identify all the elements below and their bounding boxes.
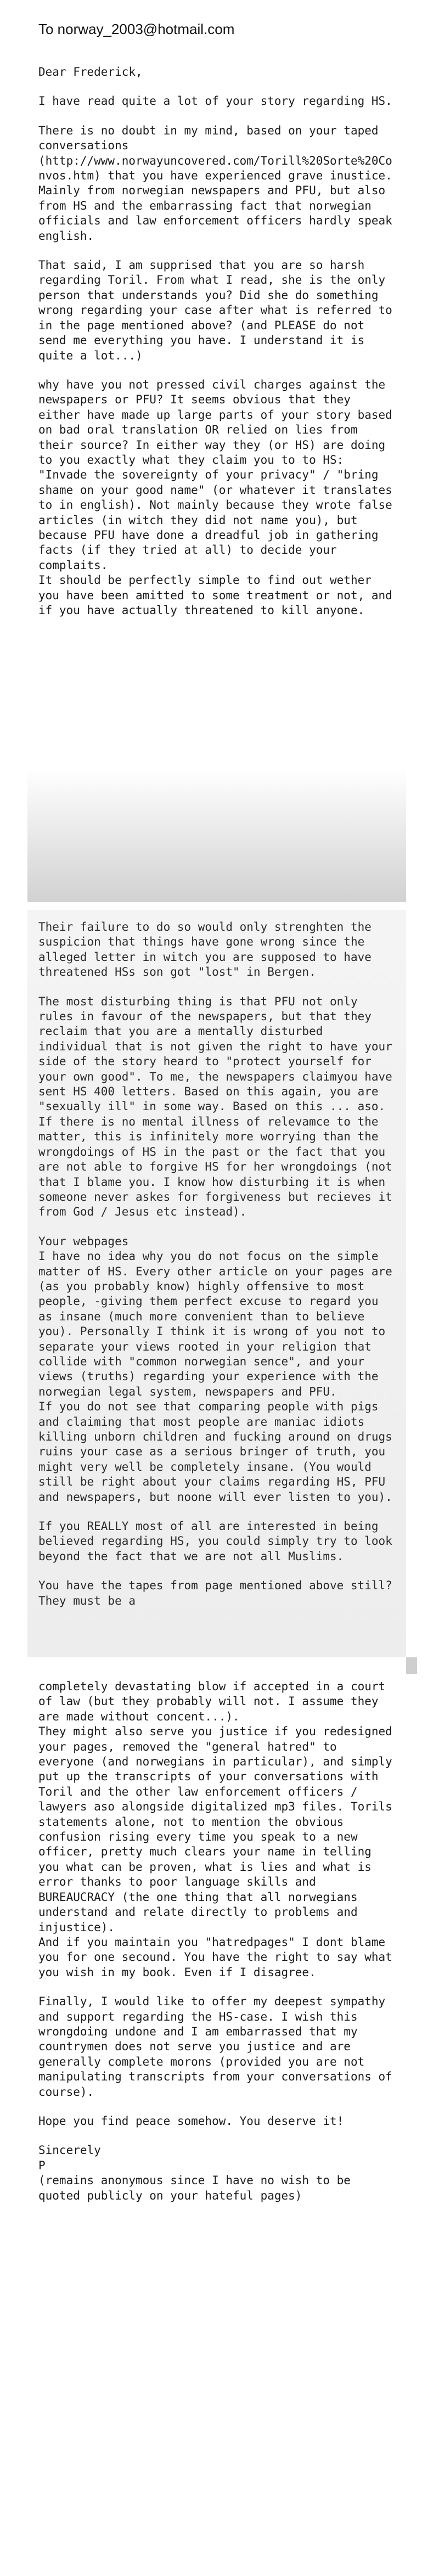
- letter-section-3: [27, 1657, 406, 2576]
- paragraph: If you REALLY most of all are interested in being believed regarding HS, you could simply try to look beyond the fact that we are not all Muslims.: [38, 1520, 399, 1563]
- paragraph: Finally, I would like to offer my deepest sympathy and support regarding the HS-case. I wish this wrongdoing undone and I am embarrassed that my countrymen does not serve you justice and are generally complete morons (provided you are not manipulating transcripts from your conversations of course).: [38, 1995, 399, 2099]
- paragraph: I have read quite a lot of your story regarding HS.: [38, 94, 392, 108]
- letter-section-1: [27, 57, 406, 902]
- paragraph: completely devastating blow if accepted in a court of law (but they probably will not. I assume they are made without concent...). They might also serve you justice if you redesigned your pages, removed the "general hatred" to everyone (and norwegians in particular), and simply put up the transcripts of your conversations with Toril and the other law enforcement officers / lawyers aso alongside digitalized mp3 files. Torils statements alone, not to mention the obvious confusion rising every time you speak to a new officer, pretty much clears your name in telling you what can be proven, what is lies and what is error thanks to poor language skills and BUREAUCRACY (the one thing that all norwegians understand and relate directly to problems and injustice). And if you maintain you "hatredpages" I dont blame you for one secound. You have the right to say what you wish in my book. Even if I disagree.: [38, 1680, 392, 1979]
- paragraph: Their failure to do so would only strenghten the suspicion that things have gone wrong since the alleged letter in witch you are supposed to have threatened HSs son got "lost" in Bergen.: [38, 920, 379, 979]
- letter-section-2: [27, 910, 406, 1657]
- paragraph: Hope you find peace somehow. You deserve it!: [38, 2114, 344, 2128]
- paragraph: why have you not pressed civil charges against the newspapers or PFU? It seems obvious that they either have made up large parts of your story based on bad oral translation OR relied on lies from their source? In either way they (or HS) are doing to you exactly what they claim you to to HS: "Invade the sovereignty of your privacy" / "bring shame on your good name" (or whatever it translates to in english). Not mainly because they wrote false articles (in witch they did not name you), but because PFU have done a dreadful job in gathering facts (if they tried at all) to decide your complaits. It should be perfectly simple to find out wether you have been amitted to some treatment or not, and if you have actually threatened to kill anyone.: [38, 378, 392, 617]
- paragraph: The most disturbing thing is that PFU not only rules in favour of the newspapers, but that they reclaim that you are a mentally disturbed individual that is not given the right to have your side of the story heard to "protect yourself for your own good". To me, the newspapers claimyou have sent HS 400 letters. Based on this again, you are "sexually ill" in some way. Based on this ... aso. If there is no mental illness of relevamce to the matter, this is infinitely more worrying than the wrongdoings of HS in the past or the fact that you are not able to forgive HS for her wrongdoings (not that I blame you. I know how disturbing it is when someone never askes for forgiveness but recieves it from God / Jesus etc instead).: [38, 994, 392, 1219]
- paragraph: Your webpages I have no idea why you do not focus on the simple matter of HS. Every other article on your pages are (as you probably know) highly offensive to most people, -giving them perfect excuse to regard you as insane (much more convenient than to believe you). Personally I think it is wrong of you not to separate your views rooted in your religion that collide with "common norwegian sence", and your views (truths) regarding your experience with the norwegian legal system, newspapers and PFU. If you do not see that comparing people with pigs and claiming that most people are maniac idiots killing unborn children and fucking around on drugs ruins your case as a serious bringer of truth, you might very well be completely insane. (You would still be right about your claims regarding HS, PFU and newspapers, but noone will ever listen to you).: [38, 1234, 392, 1504]
- email-header: [0, 0, 439, 53]
- paragraph: There is no doubt in my mind, based on your taped conversations (http://www.norwayuncovered.com/Torill%20Sorte%20Convos.htm) that you have experienced grave inustice. Mainly from norwegian newspapers and PFU, but also from HS and the embarrassing fact that norwegian officials and law enforcement officers hardly speak english.: [38, 123, 399, 243]
- greeting: Dear Frederick,: [38, 65, 143, 78]
- signature: Sincerely P (remains anonymous since I have no wish to be quoted publicly on your hateful pages): [38, 2144, 351, 2202]
- paragraph: That said, I am supprised that you are so harsh regarding Toril. From what I read, she is the only person that understands you? Did she do something wrong regarding your case after what is referred to in the page mentioned above? (and PLEASE do not send me everything you have. I understand it is quite a lot...): [38, 258, 399, 362]
- recipient-line: To norway_2003@hotmail.com: [38, 21, 235, 37]
- paragraph: You have the tapes from page mentioned above still? They must be a: [38, 1579, 399, 1607]
